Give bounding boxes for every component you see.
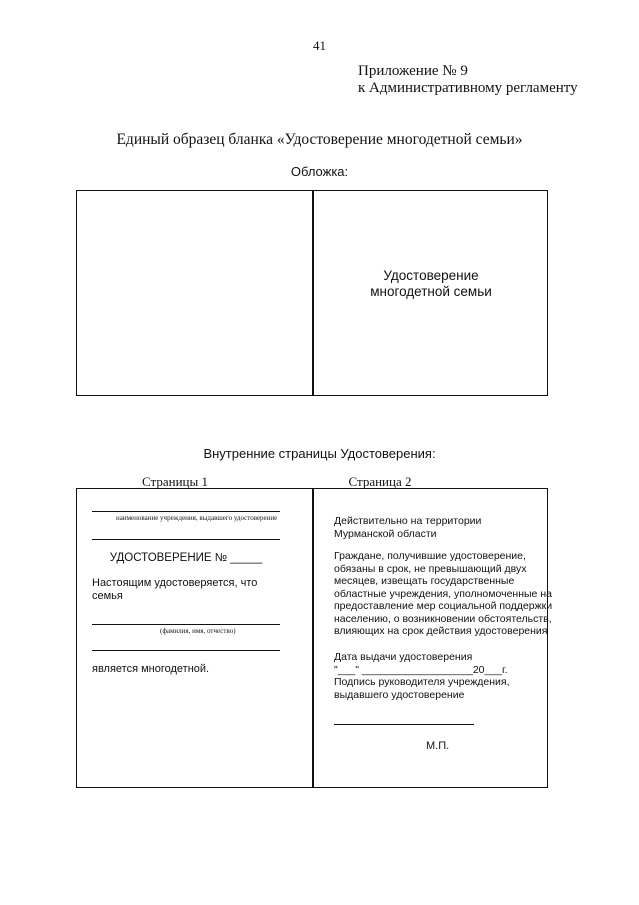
inner-pages-divider xyxy=(312,488,314,788)
name-caption: (фамилия, имя, отчество) xyxy=(160,627,236,635)
validity-line-2: Мурманской области xyxy=(334,527,437,540)
certify-line-1: Настоящим удостоверяется, что xyxy=(92,577,258,589)
cover-text xyxy=(314,268,548,300)
page-number: 41 xyxy=(313,38,326,53)
cover-label: Обложка: xyxy=(290,164,349,179)
validity-line-1: Действительно на территории xyxy=(334,515,482,527)
stamp-label: М.П. xyxy=(426,740,450,752)
family-name-line-2 xyxy=(92,650,280,651)
issuer-caption: наименование учреждения, выдавшего удостоверение xyxy=(116,514,278,522)
issue-date-label: Дата выдачи удостоверения xyxy=(334,651,473,663)
certificate-title: УДОСТОВЕРЕНИЕ № _____ xyxy=(109,552,263,564)
issuer-line xyxy=(92,511,280,512)
notice-line: населению, о возникновении обстоятельств, xyxy=(334,612,552,625)
issuer-line-2 xyxy=(92,539,280,540)
signature-line-1: Подпись руководителя учреждения, xyxy=(334,676,510,688)
document-title: Единый образец бланка «Удостоверение многодетной семьи» xyxy=(116,131,523,148)
notice-text xyxy=(334,550,552,638)
notice-line: месяцев, извещать государственные xyxy=(334,575,515,587)
certify-text xyxy=(92,577,257,603)
appendix-reference xyxy=(358,63,578,97)
notice-line: Граждане, получившие удостоверение, xyxy=(334,550,526,562)
inner-pages-label: Внутренние страницы Удостоверения: xyxy=(203,446,436,461)
page-1-label: Страницы 1 xyxy=(142,474,208,489)
family-name-line xyxy=(92,624,280,625)
appendix-line-2: к Административному регламенту xyxy=(358,80,578,96)
issue-date-blank: "___" ___________________20___г. xyxy=(334,663,508,676)
notice-line: областные учреждения, уполномоченные на xyxy=(334,587,552,600)
notice-line: предоставление мер социальной поддержки xyxy=(334,600,553,612)
page-2-label: Страница 2 xyxy=(348,474,412,489)
notice-line: влияющих на срок действия удостоверения xyxy=(334,625,548,637)
signature-line-2: выдавшего удостоверение xyxy=(334,688,465,701)
cover-text-line-1: Удостоверение xyxy=(383,268,479,283)
cover-text-line-2: многодетной семьи xyxy=(370,284,492,299)
signature-line xyxy=(334,724,474,725)
appendix-line-1: Приложение № 9 xyxy=(358,63,468,79)
closing-text: является многодетной. xyxy=(92,663,210,675)
notice-line: обязаны в срок, не превышающий двух xyxy=(334,562,527,575)
validity-text xyxy=(334,515,481,540)
issue-date-block xyxy=(334,651,510,701)
certify-line-2: семья xyxy=(92,590,123,602)
